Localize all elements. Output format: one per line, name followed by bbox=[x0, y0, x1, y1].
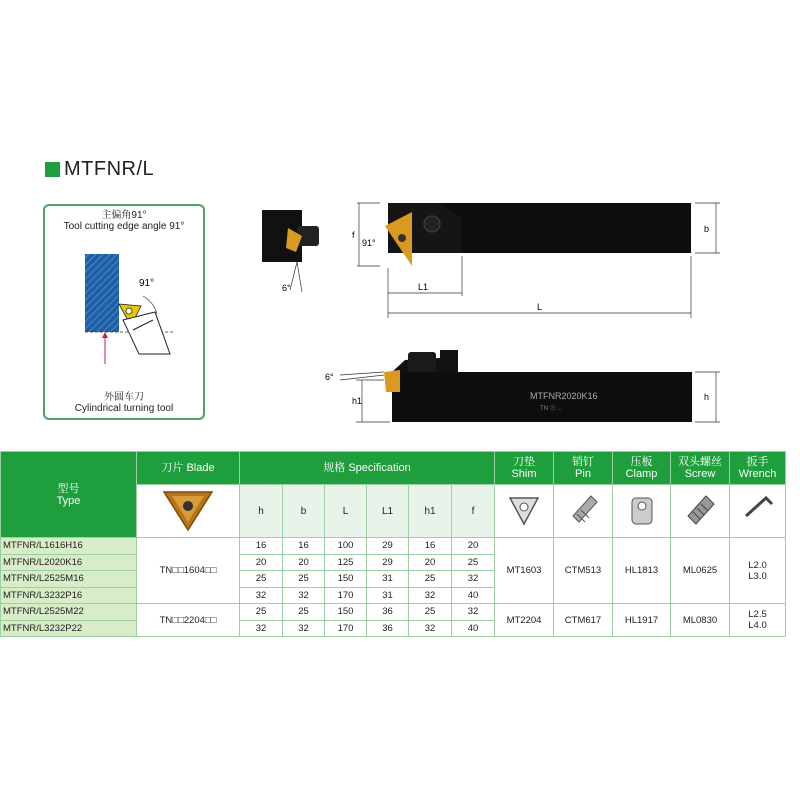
cell-b: 32 bbox=[283, 620, 325, 637]
top-angle-label: 91° bbox=[362, 238, 376, 248]
blade-header: 刀片 Blade bbox=[137, 452, 240, 485]
wrench-size-a: L2.5 bbox=[748, 609, 767, 620]
spec-table bbox=[0, 451, 786, 637]
type-cell: MTFNR/L2525M16 bbox=[1, 571, 137, 588]
cell-h1: 16 bbox=[409, 538, 452, 555]
cell-f: 20 bbox=[452, 538, 495, 555]
pin-cell: CTM617 bbox=[554, 604, 613, 637]
inset-caption-bottom-cn: 外圆车刀 bbox=[104, 392, 144, 403]
clamp-header-en: Clamp bbox=[625, 468, 658, 480]
inset-caption-top-cn: 主偏角91° bbox=[101, 210, 147, 221]
screw-header bbox=[671, 452, 730, 485]
cell-h1: 25 bbox=[409, 604, 452, 621]
screw-cell: ML0830 bbox=[671, 604, 730, 637]
wrench-header bbox=[730, 452, 786, 485]
table-row bbox=[1, 604, 786, 621]
wrench-header-cn: 扳手 bbox=[746, 456, 769, 468]
type-header-en: Type bbox=[56, 494, 81, 507]
cell-h: 32 bbox=[240, 620, 283, 637]
cell-L1: 31 bbox=[367, 571, 409, 588]
cell-h1: 32 bbox=[409, 587, 452, 604]
pin-cell: CTM513 bbox=[554, 538, 613, 604]
tool-marking-sub: TN Ⓢ ... bbox=[540, 406, 563, 412]
side-angle-label: 6° bbox=[325, 372, 334, 382]
cell-L1: 36 bbox=[367, 604, 409, 621]
header-row bbox=[1, 452, 786, 485]
end-view bbox=[262, 210, 319, 293]
wrench-icon bbox=[730, 485, 786, 538]
spec-col-h1: h1 bbox=[409, 485, 452, 538]
type-cell: MTFNR/L3232P16 bbox=[1, 587, 137, 604]
type-header bbox=[1, 452, 137, 538]
type-cell: MTFNR/L2020K16 bbox=[1, 554, 137, 571]
dim-f-label: f bbox=[352, 230, 355, 240]
cell-f: 25 bbox=[452, 554, 495, 571]
table-row bbox=[1, 538, 786, 555]
cell-h: 16 bbox=[240, 538, 283, 555]
type-cell: MTFNR/L2525M22 bbox=[1, 604, 137, 621]
inset-caption-bottom-en: Cylindrical turning tool bbox=[74, 403, 174, 414]
shim-cell: MT1603 bbox=[495, 538, 554, 604]
cell-L: 125 bbox=[325, 554, 367, 571]
cell-b: 16 bbox=[283, 538, 325, 555]
cell-b: 20 bbox=[283, 554, 325, 571]
clamp-header-cn: 压板 bbox=[630, 456, 653, 468]
blade-cell: TN□□1604□□ bbox=[137, 538, 240, 604]
screw-header-en: Screw bbox=[684, 468, 716, 480]
shim-icon bbox=[495, 485, 554, 538]
cell-L: 100 bbox=[325, 538, 367, 555]
cell-f: 32 bbox=[452, 571, 495, 588]
spec-col-L1: L1 bbox=[367, 485, 409, 538]
cell-L: 170 bbox=[325, 620, 367, 637]
screw-icon bbox=[671, 485, 730, 538]
dim-h-label: h bbox=[704, 392, 710, 402]
cell-h1: 20 bbox=[409, 554, 452, 571]
clamp-header bbox=[613, 452, 671, 485]
type-header-cn: 型号 bbox=[57, 482, 80, 495]
wrench-size-a: L2.0 bbox=[748, 559, 767, 571]
small-angle-label: 6° bbox=[282, 283, 291, 293]
cell-h: 25 bbox=[240, 604, 283, 621]
cell-L: 170 bbox=[325, 587, 367, 604]
dim-b-label: b bbox=[704, 224, 710, 234]
top-view bbox=[352, 203, 720, 318]
tool-marking: MTFNR2020K16 bbox=[530, 391, 598, 401]
cell-b: 32 bbox=[283, 587, 325, 604]
shim-header-en: Shim bbox=[511, 468, 537, 480]
spec-col-b: b bbox=[283, 485, 325, 538]
wrench-size-b: L3.0 bbox=[748, 570, 767, 582]
inset-angle-label: 91° bbox=[139, 278, 155, 289]
cell-f: 40 bbox=[452, 620, 495, 637]
wrench-size-b: L4.0 bbox=[748, 620, 767, 631]
cell-b: 25 bbox=[283, 571, 325, 588]
clamp-icon bbox=[613, 485, 671, 538]
clamp-cell: HL1813 bbox=[613, 538, 671, 604]
cell-L1: 29 bbox=[367, 554, 409, 571]
side-view bbox=[325, 350, 720, 422]
cell-L1: 36 bbox=[367, 620, 409, 637]
wrench-cell bbox=[730, 604, 786, 637]
screw-cell: ML0625 bbox=[671, 538, 730, 604]
cell-L1: 31 bbox=[367, 587, 409, 604]
dim-l-label: L bbox=[537, 302, 543, 312]
blade-image bbox=[137, 485, 240, 538]
spec-col-f: f bbox=[452, 485, 495, 538]
wrench-cell bbox=[730, 538, 786, 604]
cell-L: 150 bbox=[325, 604, 367, 621]
pin-header bbox=[554, 452, 613, 485]
dim-h1-label: h1 bbox=[352, 396, 363, 406]
cell-L1: 29 bbox=[367, 538, 409, 555]
title-text: MTFNR/L bbox=[64, 158, 155, 180]
cell-h1: 25 bbox=[409, 571, 452, 588]
inset-caption-top-en: Tool cutting edge angle 91° bbox=[63, 221, 185, 232]
pin-icon bbox=[554, 485, 613, 538]
type-cell: MTFNR/L1616H16 bbox=[1, 538, 137, 555]
screw-header-cn: 双头螺丝 bbox=[678, 456, 722, 468]
spec-col-L: L bbox=[325, 485, 367, 538]
cell-h: 20 bbox=[240, 554, 283, 571]
blade-cell: TN□□2204□□ bbox=[137, 604, 240, 637]
dim-l1-label: L1 bbox=[418, 282, 429, 292]
cell-b: 25 bbox=[283, 604, 325, 621]
wrench-header-en: Wrench bbox=[738, 468, 777, 480]
spec-header: 规格 Specification bbox=[240, 452, 495, 485]
cell-f: 32 bbox=[452, 604, 495, 621]
cell-h1: 32 bbox=[409, 620, 452, 637]
cell-h: 32 bbox=[240, 587, 283, 604]
clamp-cell: HL1917 bbox=[613, 604, 671, 637]
pin-header-cn: 销钉 bbox=[572, 456, 594, 468]
type-cell: MTFNR/L3232P22 bbox=[1, 620, 137, 637]
cell-f: 40 bbox=[452, 587, 495, 604]
pin-header-en: Pin bbox=[575, 468, 591, 480]
cell-h: 25 bbox=[240, 571, 283, 588]
spec-col-h: h bbox=[240, 485, 283, 538]
shim-header bbox=[495, 452, 554, 485]
shim-cell: MT2204 bbox=[495, 604, 554, 637]
shim-header-cn: 刀垫 bbox=[513, 456, 535, 468]
cell-L: 150 bbox=[325, 571, 367, 588]
